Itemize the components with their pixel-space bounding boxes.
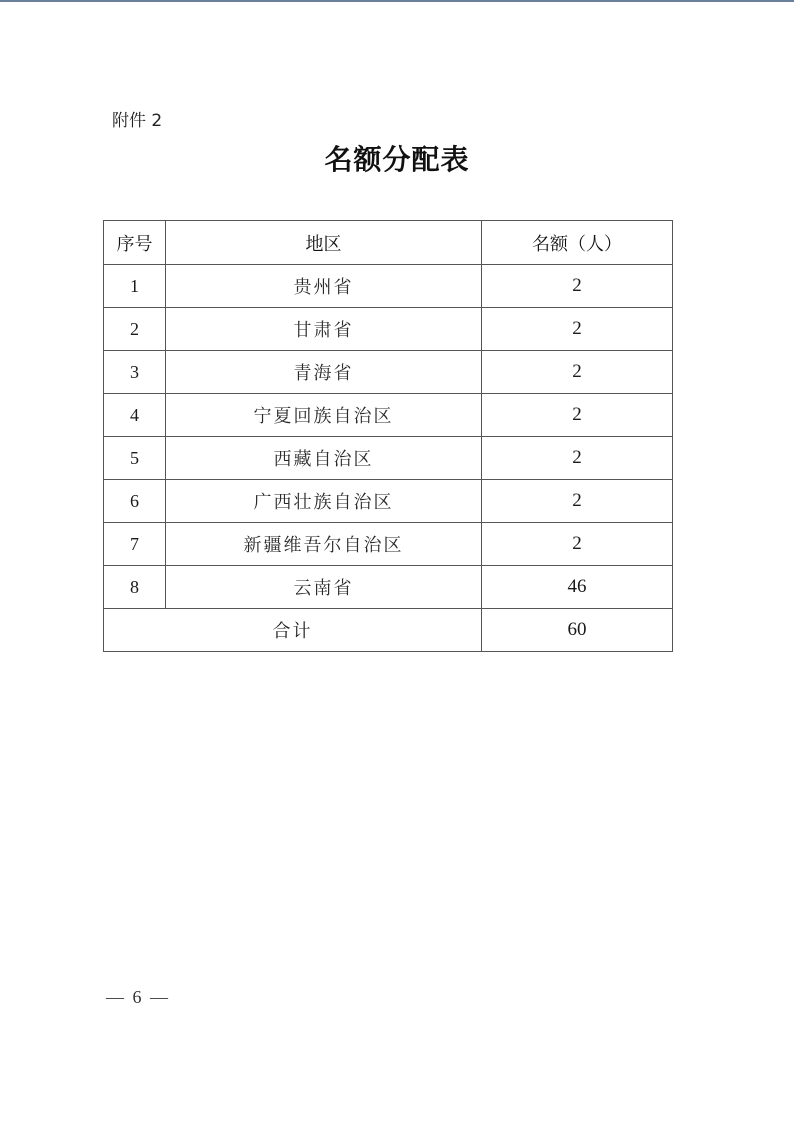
row-quota: 46 — [482, 566, 673, 609]
header-no: 序号 — [104, 221, 166, 265]
row-quota: 2 — [482, 351, 673, 394]
row-region: 云南省 — [166, 566, 482, 609]
row-quota: 2 — [482, 480, 673, 523]
table-total-row — [104, 609, 673, 652]
row-region: 贵州省 — [166, 265, 482, 308]
document-title: 名额分配表 — [324, 143, 470, 176]
total-label: 合计 — [104, 609, 482, 652]
page-number: — 6 — — [106, 987, 170, 1007]
table-row — [104, 351, 673, 394]
row-region: 青海省 — [166, 351, 482, 394]
row-region: 甘肃省 — [166, 308, 482, 351]
table-row — [104, 394, 673, 437]
row-quota: 2 — [482, 265, 673, 308]
row-quota: 2 — [482, 437, 673, 480]
table-row — [104, 566, 673, 609]
quota-allocation-table — [103, 220, 673, 652]
row-region: 广西壮族自治区 — [166, 480, 482, 523]
row-no: 3 — [104, 351, 166, 394]
row-no: 2 — [104, 308, 166, 351]
table-row — [104, 480, 673, 523]
table-header-row — [104, 221, 673, 265]
row-no: 7 — [104, 523, 166, 566]
row-no: 4 — [104, 394, 166, 437]
table-row — [104, 265, 673, 308]
attachment-label: 附件 2 — [112, 111, 163, 131]
row-region: 西藏自治区 — [166, 437, 482, 480]
row-no: 6 — [104, 480, 166, 523]
row-region: 宁夏回族自治区 — [166, 394, 482, 437]
row-quota: 2 — [482, 523, 673, 566]
row-quota: 2 — [482, 308, 673, 351]
header-region: 地区 — [166, 221, 482, 265]
top-border-line — [0, 0, 794, 2]
table-row — [104, 308, 673, 351]
total-quota: 60 — [482, 609, 673, 652]
row-no: 5 — [104, 437, 166, 480]
row-no: 8 — [104, 566, 166, 609]
row-quota: 2 — [482, 394, 673, 437]
row-no: 1 — [104, 265, 166, 308]
table-row — [104, 437, 673, 480]
header-quota: 名额（人） — [482, 221, 673, 265]
row-region: 新疆维吾尔自治区 — [166, 523, 482, 566]
table-row — [104, 523, 673, 566]
